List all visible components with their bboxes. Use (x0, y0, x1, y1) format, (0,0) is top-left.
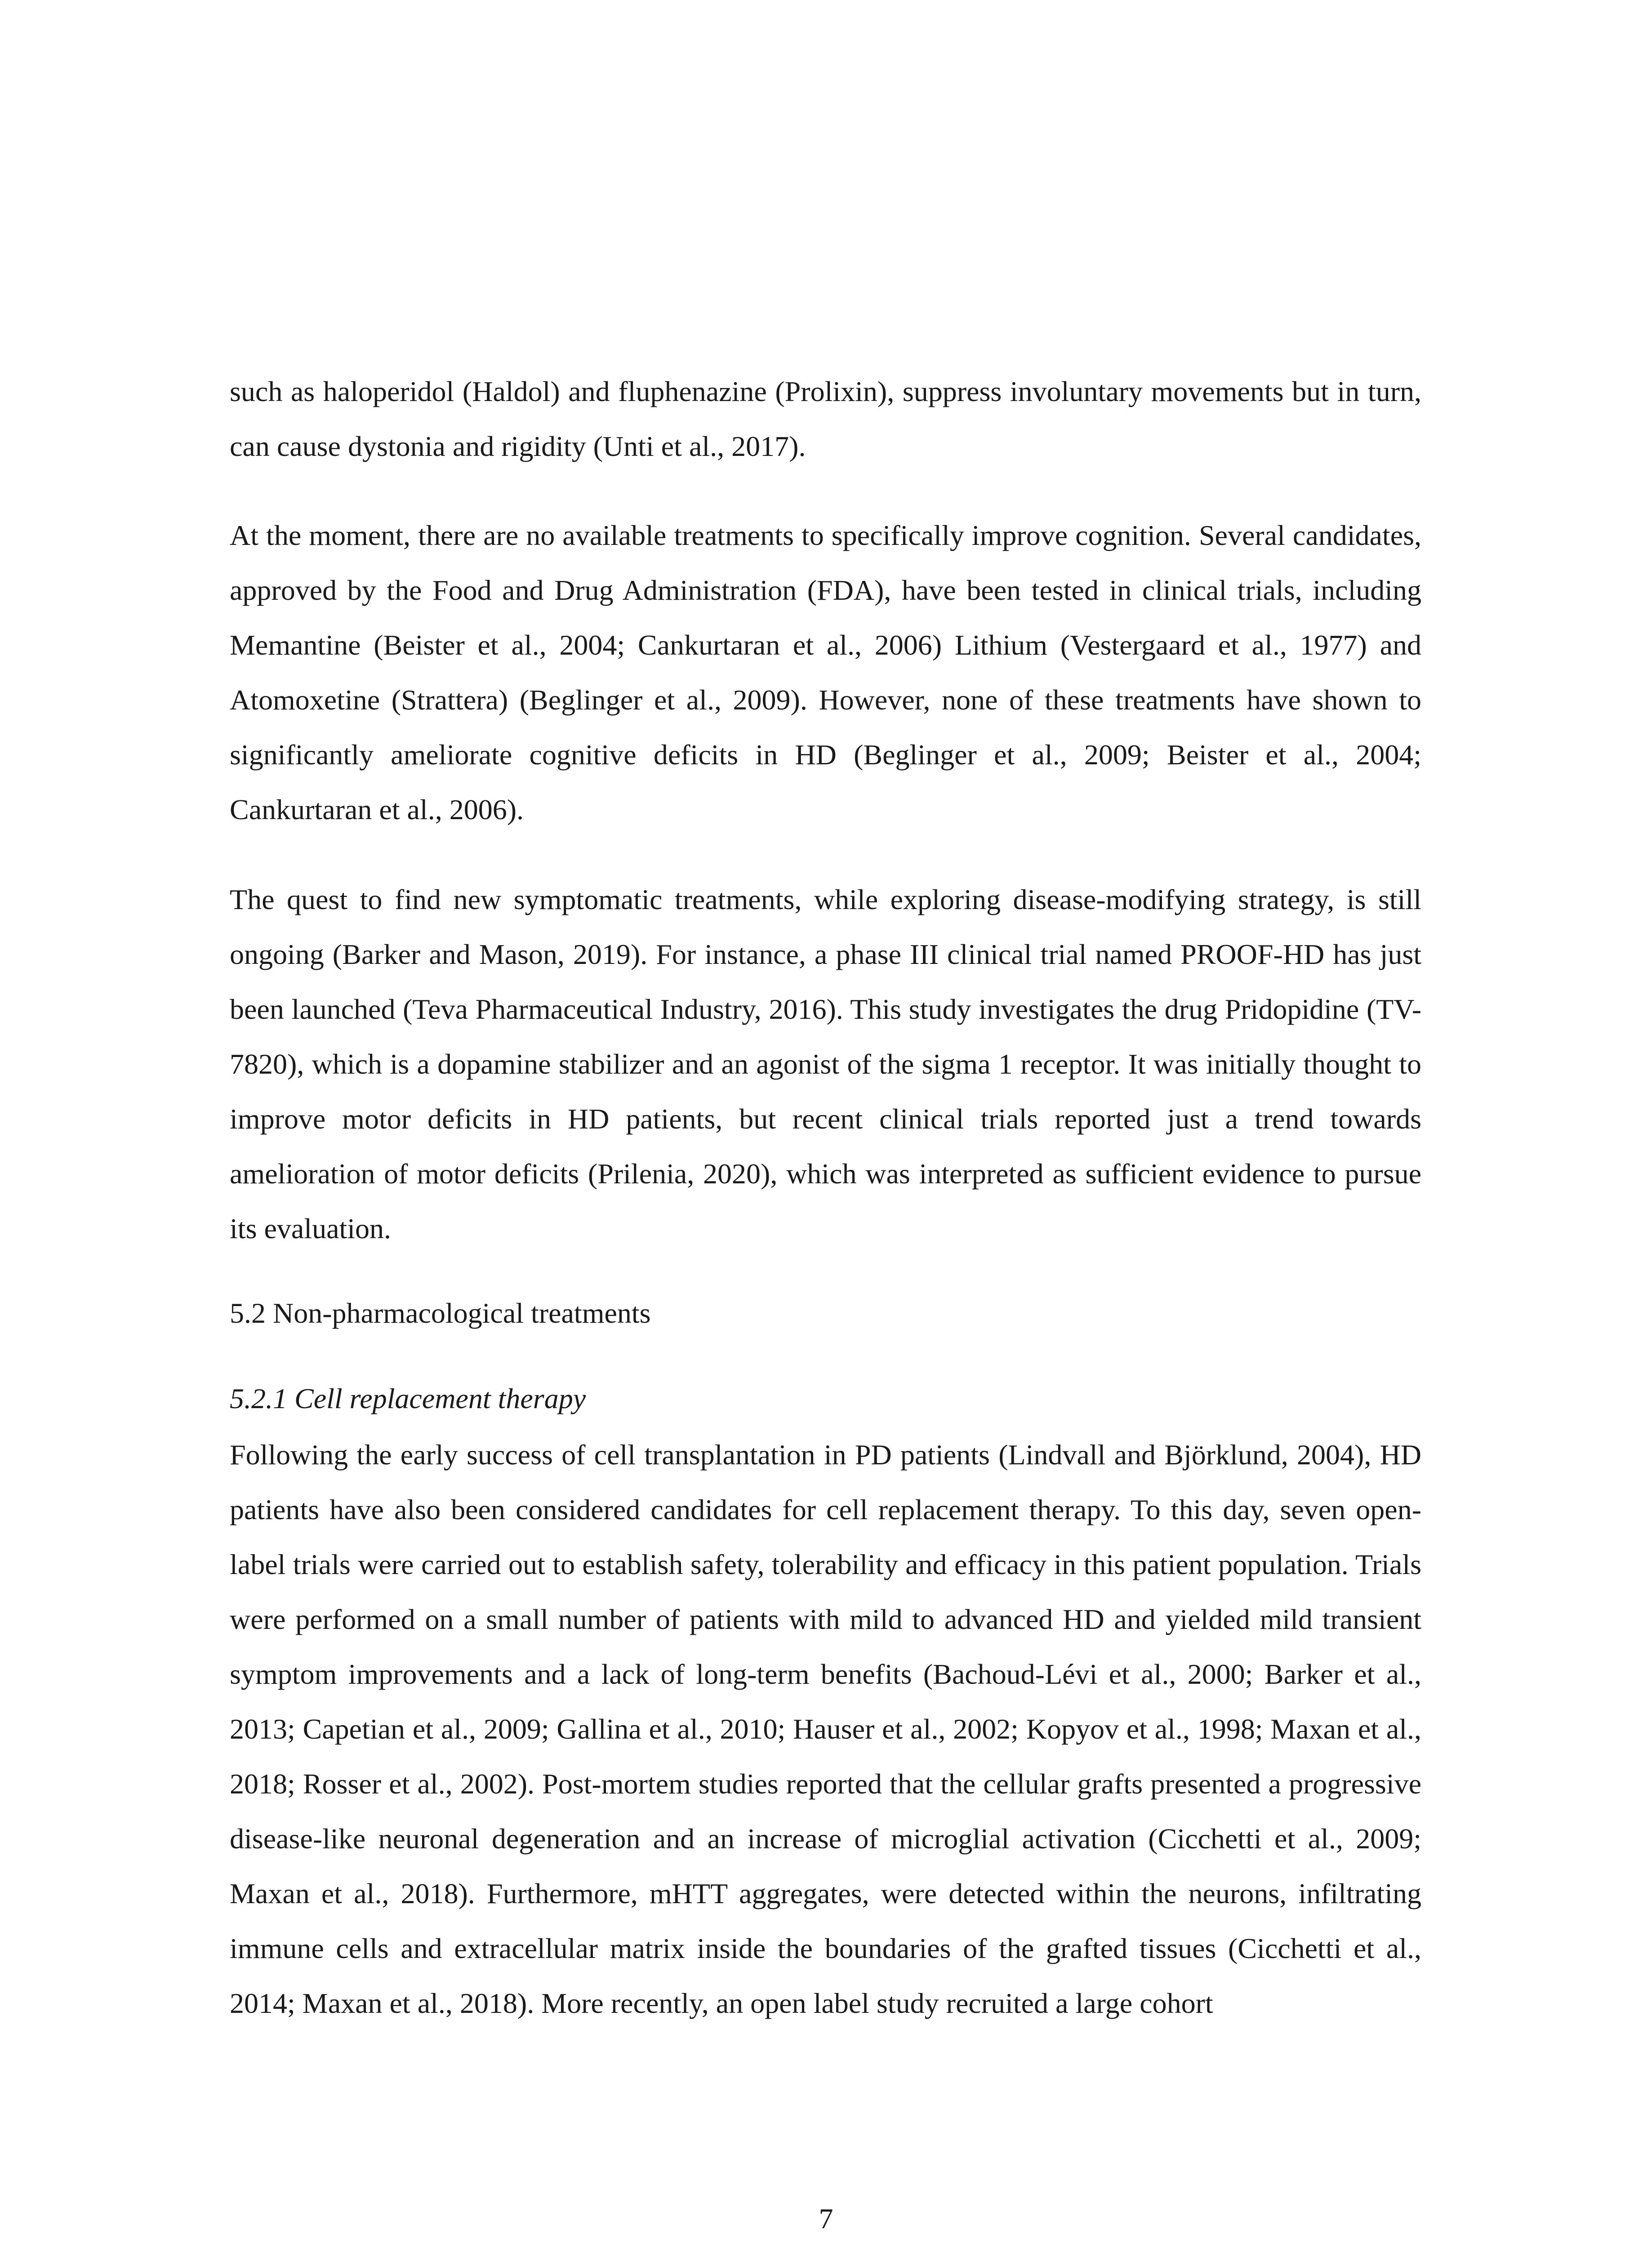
paragraph-text: At the moment, there are no available treatments to specifically improve cognition. Several candidates, approved by the Food and Drug Administration (FDA), have been tested in clinical trials, including Memantine (Beister et al., 2004; Cankurtaran et al., 2006) Lithium (Vestergaard et al., 1977) and Atomoxetine (Strattera) (Beglinger et al., 2009). However, none of these treatments have shown to significantly ameliorate cognitive deficits in HD (Beglinger et al., 2009; Beister et al., 2004; Cankurtaran et al., 2006). (230, 519, 1421, 825)
subsection-heading: 5.2.1 Cell replacement therapy (230, 1383, 586, 1414)
paragraph-cell-replacement (230, 1427, 1421, 2031)
paragraph-text: such as haloperidol (Haldol) and fluphenazine (Prolixin), suppress involuntary movements but in turn, can cause dystonia and rigidity (Unti et al., 2017). (230, 375, 1421, 462)
page-number: 7 (819, 2203, 833, 2235)
paragraph-cognition-treatments (230, 508, 1421, 837)
paragraph-text: Following the early success of cell transplantation in PD patients (Lindvall and Björklund, 2004), HD patients have also been considered candidates for cell replacement therapy. To this day, seven open-label trials were carried out to establish safety, tolerability and efficacy in this patient population. Trials were performed on a small number of patients with mild to advanced HD and yielded mild transient symptom improvements and a lack of long-term benefits (Bachoud-Lévi et al., 2000; Barker et al., 2013; Capetian et al., 2009; Gallina et al., 2010; Hauser et al., 2002; Kopyov et al., 1998; Maxan et al., 2018; Rosser et al., 2002). Post-mortem studies reported that the cellular grafts presented a progressive disease-like neuronal degeneration and an increase of microglial activation (Cicchetti et al., 2009; Maxan et al., 2018). Furthermore, mHTT aggregates, were detected within the neurons, infiltrating immune cells and extracellular matrix inside the boundaries of the grafted tissues (Cicchetti et al., 2014; Maxan et al., 2018). More recently, an open label study recruited a large cohort (230, 1439, 1421, 2019)
paragraph-text: The quest to find new symptomatic treatments, while exploring disease-modifying strategy, is still ongoing (Barker and Mason, 2019). For instance, a phase III clinical trial named PROOF-HD has just been launched (Teva Pharmaceutical Industry, 2016). This study investigates the drug Pridopidine (TV-7820), which is a dopamine stabilizer and an agonist of the sigma 1 receptor. It was initially thought to improve motor deficits in HD patients, but recent clinical trials reported just a trend towards amelioration of motor deficits (Prilenia, 2020), which was interpreted as sufficient evidence to pursue its evaluation. (230, 883, 1421, 1244)
paragraph-treatment-side-effects (230, 364, 1421, 474)
section-heading: 5.2 Non-pharmacological treatments (230, 1297, 651, 1329)
paragraph-symptomatic-treatments (230, 872, 1421, 1256)
